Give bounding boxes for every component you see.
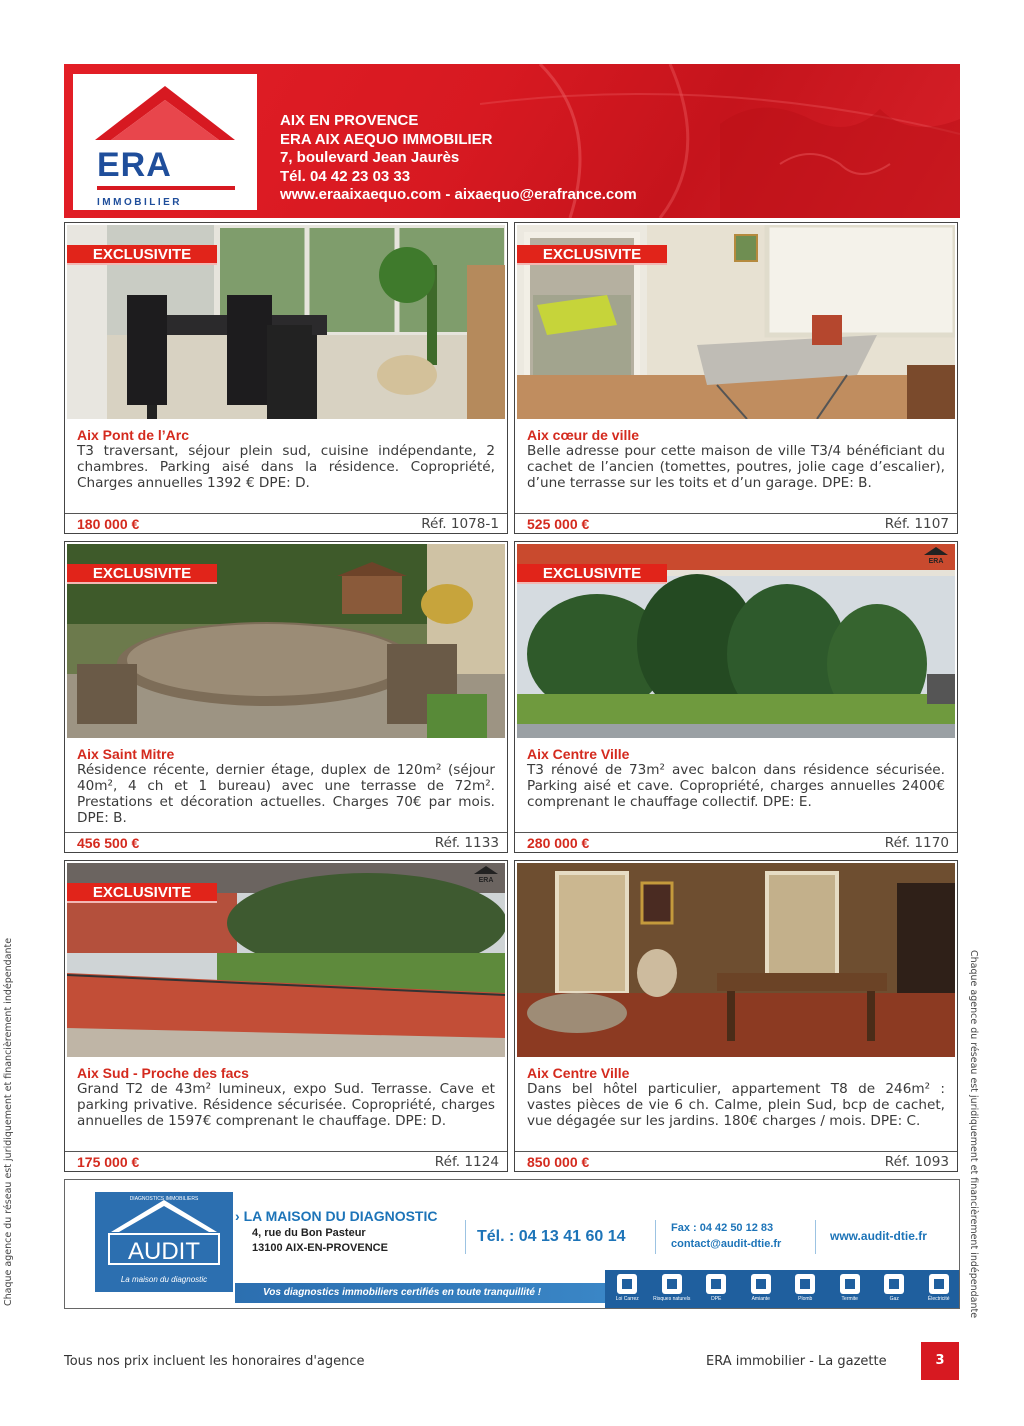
listing-city: Aix Pont de l’Arc — [77, 427, 190, 443]
listing-city: Aix Centre Ville — [527, 1065, 630, 1081]
listing-price: 850 000 € — [527, 1154, 590, 1170]
listing-card[interactable] — [64, 541, 508, 853]
listing-ref: Réf. 1093 — [884, 1154, 949, 1170]
audit-address: 4, rue du Bon Pasteur 13100 AIX-EN-PROVENCE — [252, 1227, 388, 1254]
listing-card[interactable] — [514, 860, 958, 1172]
audit-logo — [91, 1188, 237, 1298]
listing-city: Aix Centre Ville — [527, 746, 630, 762]
exclusivity-badge: EXCLUSIVITE — [67, 564, 217, 584]
listing-photo — [517, 863, 955, 1057]
era-watermark-icon — [921, 546, 951, 564]
listing-ref: Réf. 1078-1 — [421, 516, 499, 532]
era-logo-text: ERA — [97, 146, 172, 184]
era-roof-icon — [73, 74, 257, 210]
svg-text:ERA: ERA — [478, 877, 494, 883]
card-divider — [65, 832, 507, 833]
listing-description: Aix Centre Ville T3 rénové de 73m² avec balcon dans résidence sécurisée. Parking aisé et cave. Copropriété, charges annuelles 2400€ comprenant le chauffage collectif. DPE: E. — [527, 746, 945, 810]
risques-icon: Risques naturels — [653, 1274, 691, 1302]
side-note-left: Chaque agence du réseau est juridiquement et financièrement indépendante — [3, 937, 14, 1306]
listing-price: 525 000 € — [527, 516, 590, 532]
agency-city: AIX EN PROVENCE — [280, 112, 419, 129]
agency-phone[interactable]: Tél. 04 42 23 03 33 — [280, 167, 411, 185]
exclusivity-badge: EXCLUSIVITE — [517, 245, 667, 265]
listing-price: 175 000 € — [77, 1154, 140, 1170]
electricite-icon: Électricité — [920, 1274, 958, 1302]
listing-description: Aix Centre Ville Dans bel hôtel particulier, appartement T8 de 246m² : vastes pièces de vie 6 ch. Calme, plein Sud, bcp de cachet, vue dégagée sur les jardins. 180€ charges / mois. DPE: C. — [527, 1065, 945, 1129]
exclusivity-badge: EXCLUSIVITE — [67, 245, 217, 265]
listing-description: Aix Sud - Proche des facs Grand T2 de 43m² lumineux, expo Sud. Terrasse. Cave et parking privative. Résidence sécurisée. Copropriété, charges annuelles de 1597€ comprenant le chauffage. DPE: D. — [77, 1065, 495, 1129]
agency-name: ERA AIX AEQUO IMMOBILIER — [280, 130, 493, 148]
svg-text:ERA: ERA — [928, 558, 944, 564]
dpe-icon: DPE — [697, 1274, 735, 1302]
listing-description: Aix Saint Mitre Résidence récente, dernier étage, duplex de 120m² (séjour 40m², 4 ch et 1 bureau) avec une terrasse de 72m². Prestations et décoration actuelles. Charges 70€ par mois. DPE: B. — [77, 746, 495, 826]
card-divider — [65, 513, 507, 514]
listing-description: Aix Pont de l’Arc T3 traversant, séjour plein sud, cuisine indépendante, 2 chambres. Parking aisé dans la résidence. Copropriété, Charges annuelles 1392 € DPE: D. — [77, 427, 495, 491]
era-logo — [73, 74, 257, 210]
card-divider — [515, 832, 957, 833]
listing-ref: Réf. 1133 — [434, 835, 499, 851]
listing-ref: Réf. 1170 — [884, 835, 949, 851]
listing-card[interactable] — [514, 541, 958, 853]
separator — [815, 1220, 816, 1254]
listing-city: Aix Saint Mitre — [77, 746, 175, 762]
listing-city: Aix cœur de ville — [527, 427, 640, 443]
plomb-icon: Plomb — [786, 1274, 824, 1302]
agency-info — [280, 112, 637, 205]
loi-carrez-icon: Loi Carrez — [608, 1274, 646, 1302]
exclusivity-badge: EXCLUSIVITE — [517, 564, 667, 584]
listing-price: 280 000 € — [527, 835, 590, 851]
agency-address: 7, boulevard Jean Jaurès — [280, 149, 460, 166]
diagnostic-icons — [605, 1270, 960, 1309]
audit-email[interactable]: contact@audit-dtie.fr — [671, 1238, 782, 1250]
audit-contact — [671, 1220, 781, 1252]
listing-city: Aix Sud - Proche des facs — [77, 1065, 249, 1081]
audit-website[interactable]: www.audit-dtie.fr — [830, 1229, 927, 1243]
termite-icon: Termite — [831, 1274, 869, 1302]
audit-advertisement[interactable] — [64, 1179, 960, 1309]
svg-text:AUDIT: AUDIT — [128, 1238, 200, 1265]
listing-card[interactable] — [514, 222, 958, 534]
listing-price: 456 500 € — [77, 835, 140, 851]
listing-card[interactable] — [64, 860, 508, 1172]
audit-title: › LA MAISON DU DIAGNOSTIC — [235, 1208, 438, 1224]
separator — [465, 1220, 466, 1254]
agency-web-email[interactable]: www.eraaixaequo.com - aixaequo@erafrance.com — [280, 186, 637, 203]
svg-text:DIAGNOSTICS IMMOBILIERS: DIAGNOSTICS IMMOBILIERS — [129, 1196, 199, 1202]
audit-phone[interactable]: Tél. : 04 13 41 60 14 — [477, 1228, 626, 1245]
card-divider — [515, 513, 957, 514]
footer-note: Tous nos prix incluent les honoraires d'agence — [64, 1354, 365, 1369]
footer-publication: ERA immobilier - La gazette — [706, 1354, 887, 1369]
era-watermark-icon — [471, 865, 501, 883]
listing-ref: Réf. 1107 — [884, 516, 949, 532]
card-divider — [65, 1151, 507, 1152]
page-number: 3 — [921, 1342, 959, 1380]
svg-text:La maison du diagnostic: La maison du diagnostic — [120, 1275, 208, 1284]
amiante-icon: Amiante — [742, 1274, 780, 1302]
gaz-icon: Gaz — [875, 1274, 913, 1302]
audit-fax: Fax : 04 42 50 12 83 — [671, 1222, 774, 1234]
agency-header — [64, 64, 960, 218]
listing-ref: Réf. 1124 — [434, 1154, 499, 1170]
side-note-right: Chaque agence du réseau est juridiquement et financièrement indépendante — [968, 950, 979, 1319]
exclusivity-badge: EXCLUSIVITE — [67, 883, 217, 903]
card-divider — [515, 1151, 957, 1152]
era-logo-subtitle: IMMOBILIER — [97, 197, 182, 208]
audit-tagline: Vos diagnostics immobiliers certifiés en toute tranquillité ! — [263, 1287, 542, 1298]
listing-price: 180 000 € — [77, 516, 140, 532]
separator — [655, 1220, 656, 1254]
listing-card[interactable] — [64, 222, 508, 534]
listing-description: Aix cœur de ville Belle adresse pour cette maison de ville T3/4 bénéficiant du cachet de l’ancien (tomettes, poutres, jolie cage d’escalier), d’une terrasse sur les toits et d’un garage. DPE: B. — [527, 427, 945, 491]
